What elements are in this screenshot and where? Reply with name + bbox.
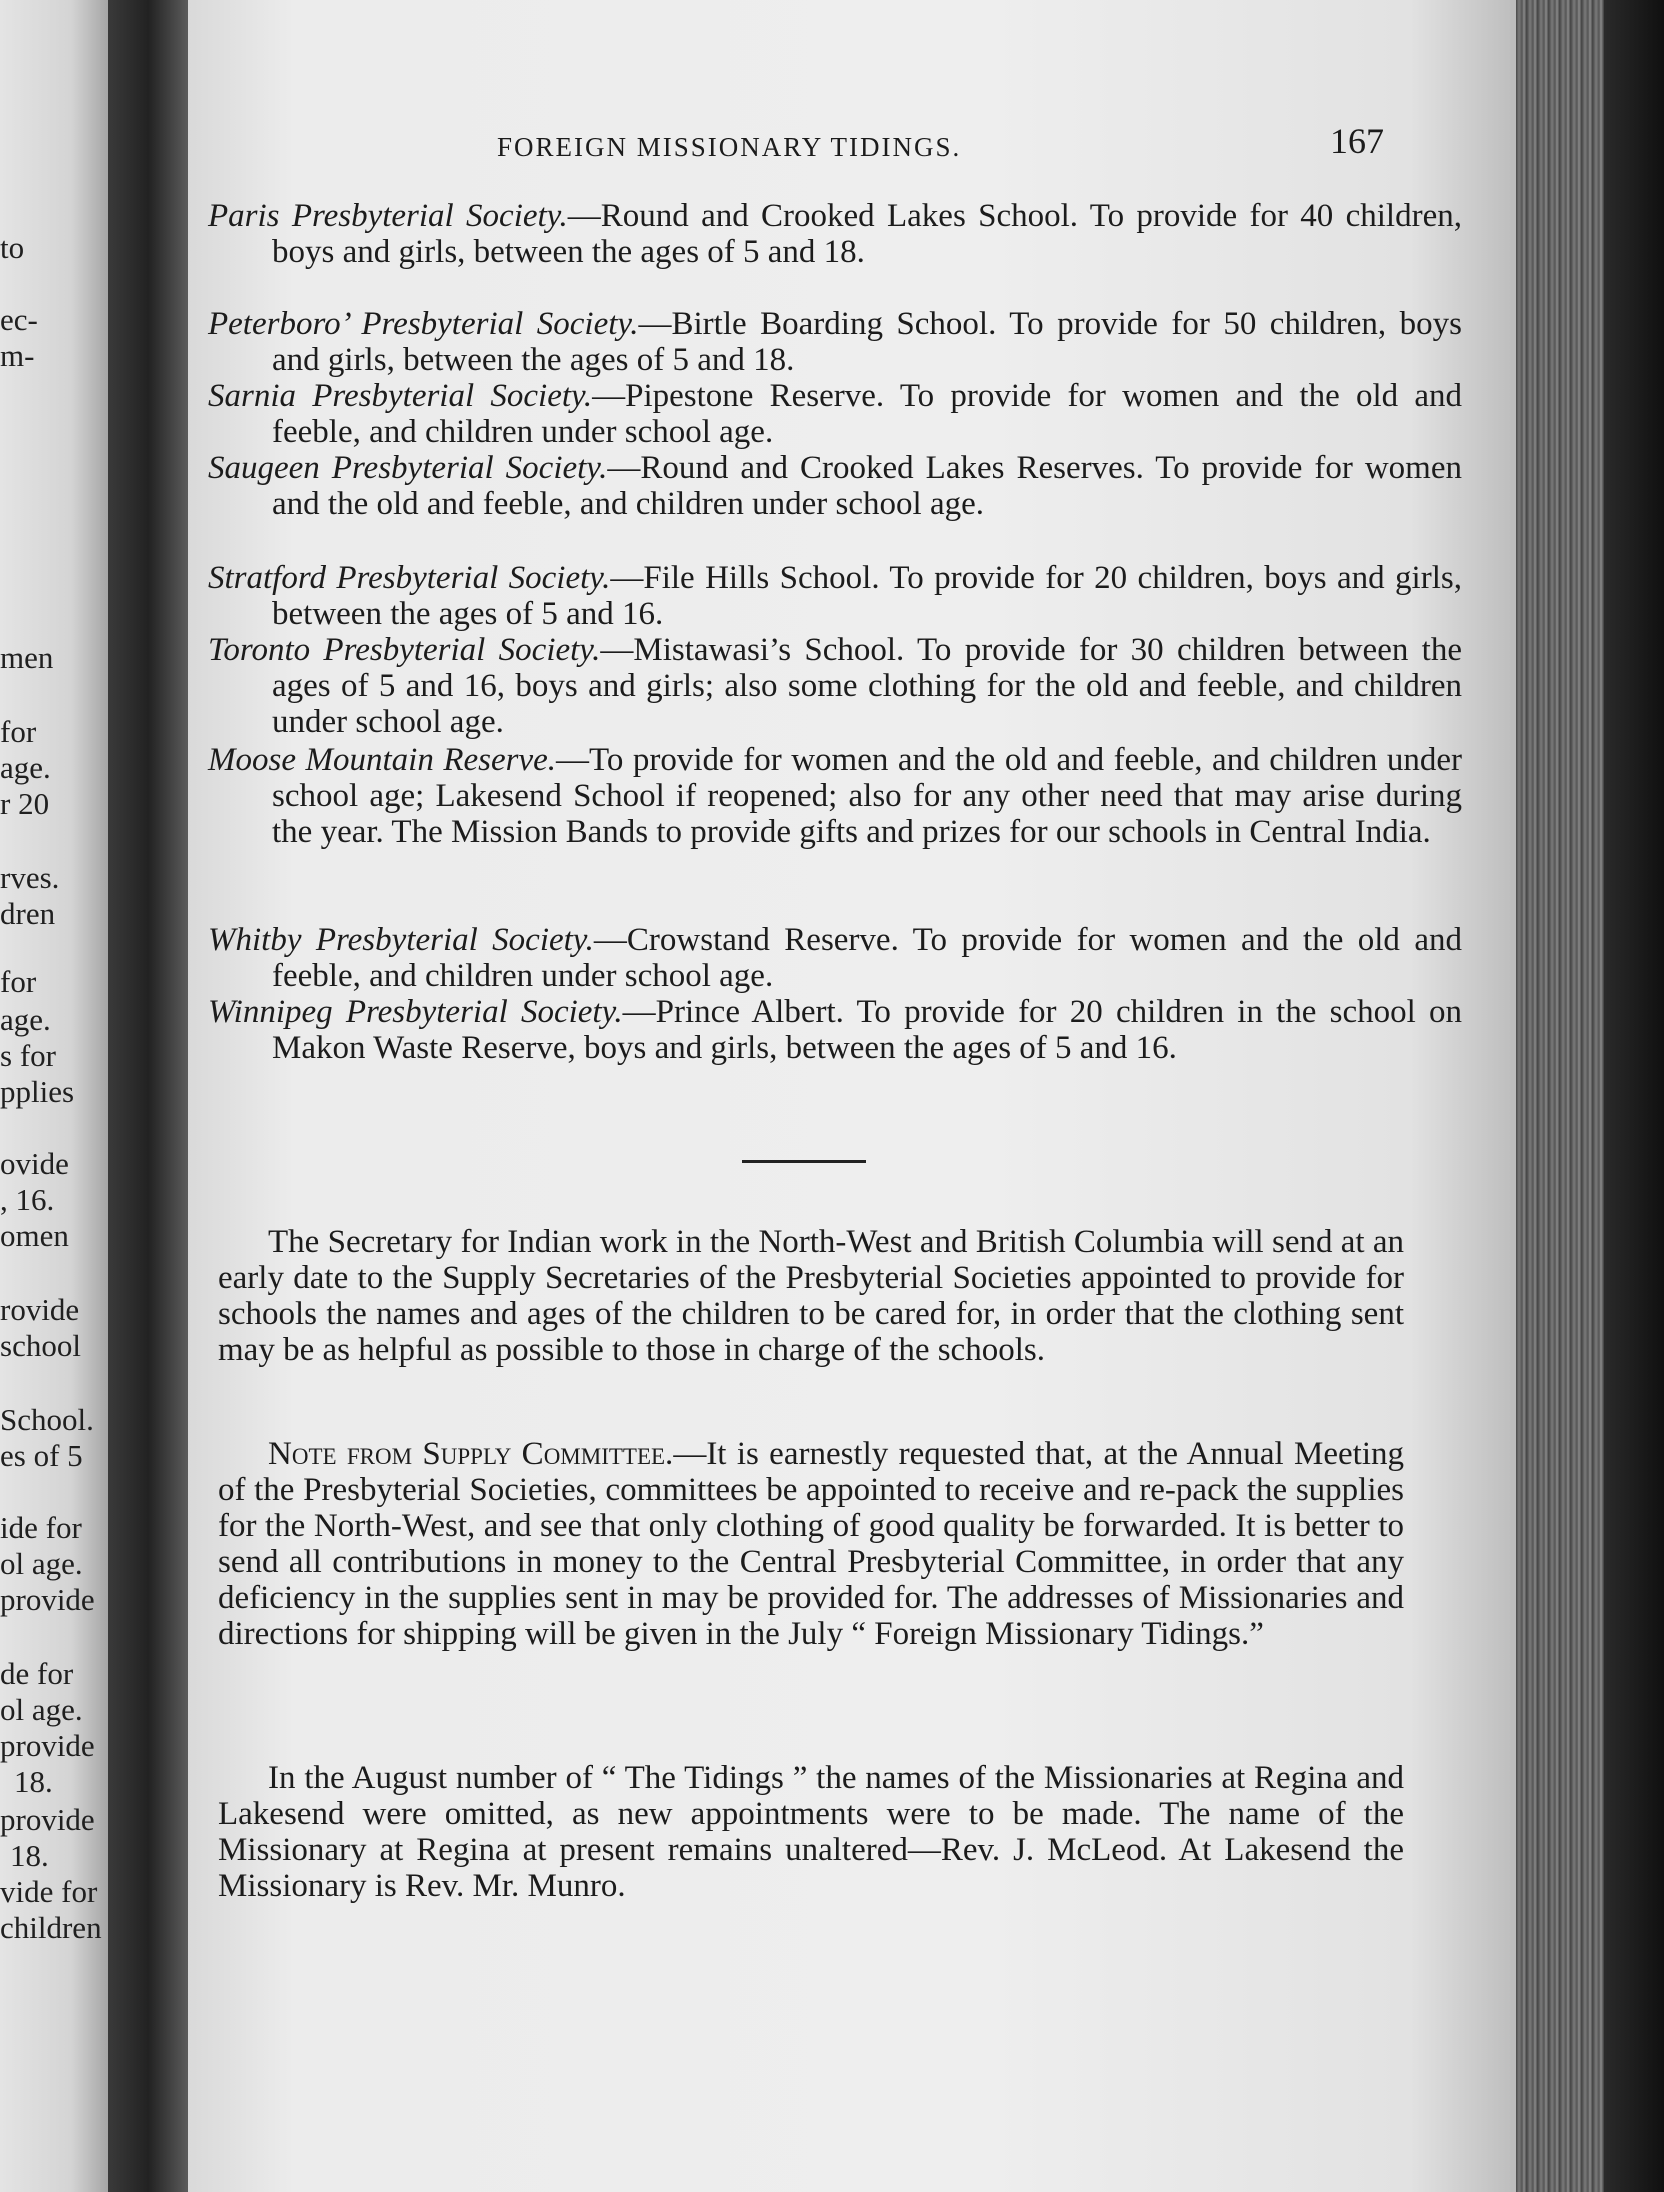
left-fragment: vide for — [0, 1874, 98, 1909]
left-fragment: omen — [0, 1218, 69, 1253]
page-number: 167 — [1330, 121, 1384, 161]
society-name: Peterboro’ Presbyterial Society. — [208, 306, 639, 342]
society-entry — [208, 450, 1462, 522]
section-divider — [742, 1160, 866, 1163]
entry-text: —Round and Crooked Lakes Reserves. To provide for women and the old and feeble, and children under school age. — [272, 450, 1462, 522]
left-fragment: m- — [0, 338, 35, 373]
left-fragment: rves. — [0, 860, 60, 895]
entry-text: —Round and Crooked Lakes School. To provide for 40 children, boys and girls, between the ages of 5 and 18. — [272, 198, 1462, 270]
left-fragment: pplies — [0, 1074, 75, 1109]
left-fragment: ec- — [0, 302, 38, 337]
left-fragment: rovide — [0, 1292, 80, 1327]
supply-committee-note — [218, 1436, 1404, 1652]
left-fragment: provide — [0, 1582, 95, 1617]
society-entry — [208, 560, 1462, 632]
left-fragment: ol age. — [0, 1546, 83, 1581]
society-entry — [208, 198, 1462, 270]
society-name: Winnipeg Presbyterial Society. — [208, 994, 623, 1030]
left-fragment: dren — [0, 896, 56, 931]
left-fragment: children — [0, 1910, 102, 1945]
society-entry — [208, 742, 1462, 850]
society-entry — [208, 306, 1462, 378]
previous-page-edge — [0, 0, 118, 2192]
society-name: Toronto Presbyterial Society. — [208, 632, 601, 668]
left-fragment: de for — [0, 1656, 74, 1691]
society-name: Moose Mountain Reserve. — [208, 742, 557, 778]
left-fragment: ide for — [0, 1510, 82, 1545]
society-entry — [208, 378, 1462, 450]
entry-text: —To provide for women and the old and feeble, and children under school age; Lakesend School if reopened; also for any other need that may arise during the year. The Mission Bands to provide gifts and prizes for our schools in Central India. — [272, 742, 1462, 850]
society-name: Paris Presbyterial Society. — [208, 198, 568, 234]
running-head: FOREIGN MISSIONARY TIDINGS. — [497, 132, 962, 162]
society-entry — [208, 922, 1462, 994]
society-entry — [208, 632, 1462, 740]
entry-text: —Crowstand Reserve. To provide for women and the old and feeble, and children under school age. — [272, 922, 1462, 994]
left-fragment: r 20 — [0, 786, 50, 821]
left-fragment: school — [0, 1328, 81, 1363]
society-name: Stratford Presbyterial Society. — [208, 560, 611, 596]
note-text: —It is earnestly requested that, at the Annual Meeting of the Presbyterial Societies, committees be appointed to receive and re-pack the supplies for the North-West, and see that only clothing of good quality be forwarded. It is better to send all contributions in money to the Central Presbyterial Committee, in order that any deficiency in the supplies sent in may be provided for. The addresses of Missionaries and directions for shipping will be given in the July “ Foreign Missionary Tidings.” — [218, 1436, 1404, 1652]
left-fragment: for — [0, 964, 37, 999]
left-fragment: s for — [0, 1038, 56, 1073]
entry-text: —Prince Albert. To provide for 20 children in the school on Makon Waste Reserve, boys and girls, between the ages of 5 and 16. — [272, 994, 1463, 1066]
left-fragment: men — [0, 640, 54, 675]
left-fragment: , 16. — [0, 1182, 55, 1217]
society-entry — [208, 994, 1462, 1066]
secretary-paragraph: The Secretary for Indian work in the North-West and British Columbia will send at an early date to the Supply Secretaries of the Presbyterial Societies appointed to provide for schools the names and ages of the children to be cared for, in order that the clothing sent may be as helpful as possible to those in charge of the schools. — [218, 1224, 1404, 1368]
left-fragment: for — [0, 714, 37, 749]
left-fragment: provide — [0, 1802, 95, 1837]
left-fragment: to — [0, 230, 25, 265]
left-fragment: age. — [0, 1002, 51, 1037]
left-fragment: 18. — [10, 1838, 49, 1873]
book-gutter — [108, 0, 198, 2192]
society-name: Saugeen Presbyterial Society. — [208, 450, 608, 486]
left-fragment: ovide — [0, 1146, 69, 1181]
left-fragment: age. — [0, 750, 51, 785]
left-fragment: 18. — [14, 1764, 53, 1799]
entry-text: —Pipestone Reserve. To provide for women and the old and feeble, and children under school age. — [272, 378, 1463, 450]
entry-text: —File Hills School. To provide for 20 children, boys and girls, between the ages of 5 and 16. — [272, 560, 1462, 632]
left-fragment: provide — [0, 1728, 95, 1763]
page-edges — [1516, 0, 1664, 2192]
left-fragment: es of 5 — [0, 1438, 83, 1473]
august-paragraph: In the August number of “ The Tidings ” the names of the Missionaries at Regina and Lakesend were omitted, as new appointments were to be made. The name of the Missionary at Regina at present remains unaltered—Rev. J. McLeod. At Lakesend the Missionary is Rev. Mr. Munro. — [218, 1760, 1404, 1904]
society-name: Whitby Presbyterial Society. — [208, 922, 594, 958]
left-fragment: School. — [0, 1402, 94, 1437]
entry-text: —Mistawasi’s School. To provide for 30 children between the ages of 5 and 16, boys and girls; also some clothing for the old and feeble, and children under school age. — [272, 632, 1462, 740]
society-name: Sarnia Presbyterial Society. — [208, 378, 593, 414]
left-fragment: ol age. — [0, 1692, 83, 1727]
entry-text: —Birtle Boarding School. To provide for 50 children, boys and girls, between the ages of 5 and 18. — [272, 306, 1463, 378]
note-lead: Note from Supply Committee. — [268, 1436, 674, 1472]
